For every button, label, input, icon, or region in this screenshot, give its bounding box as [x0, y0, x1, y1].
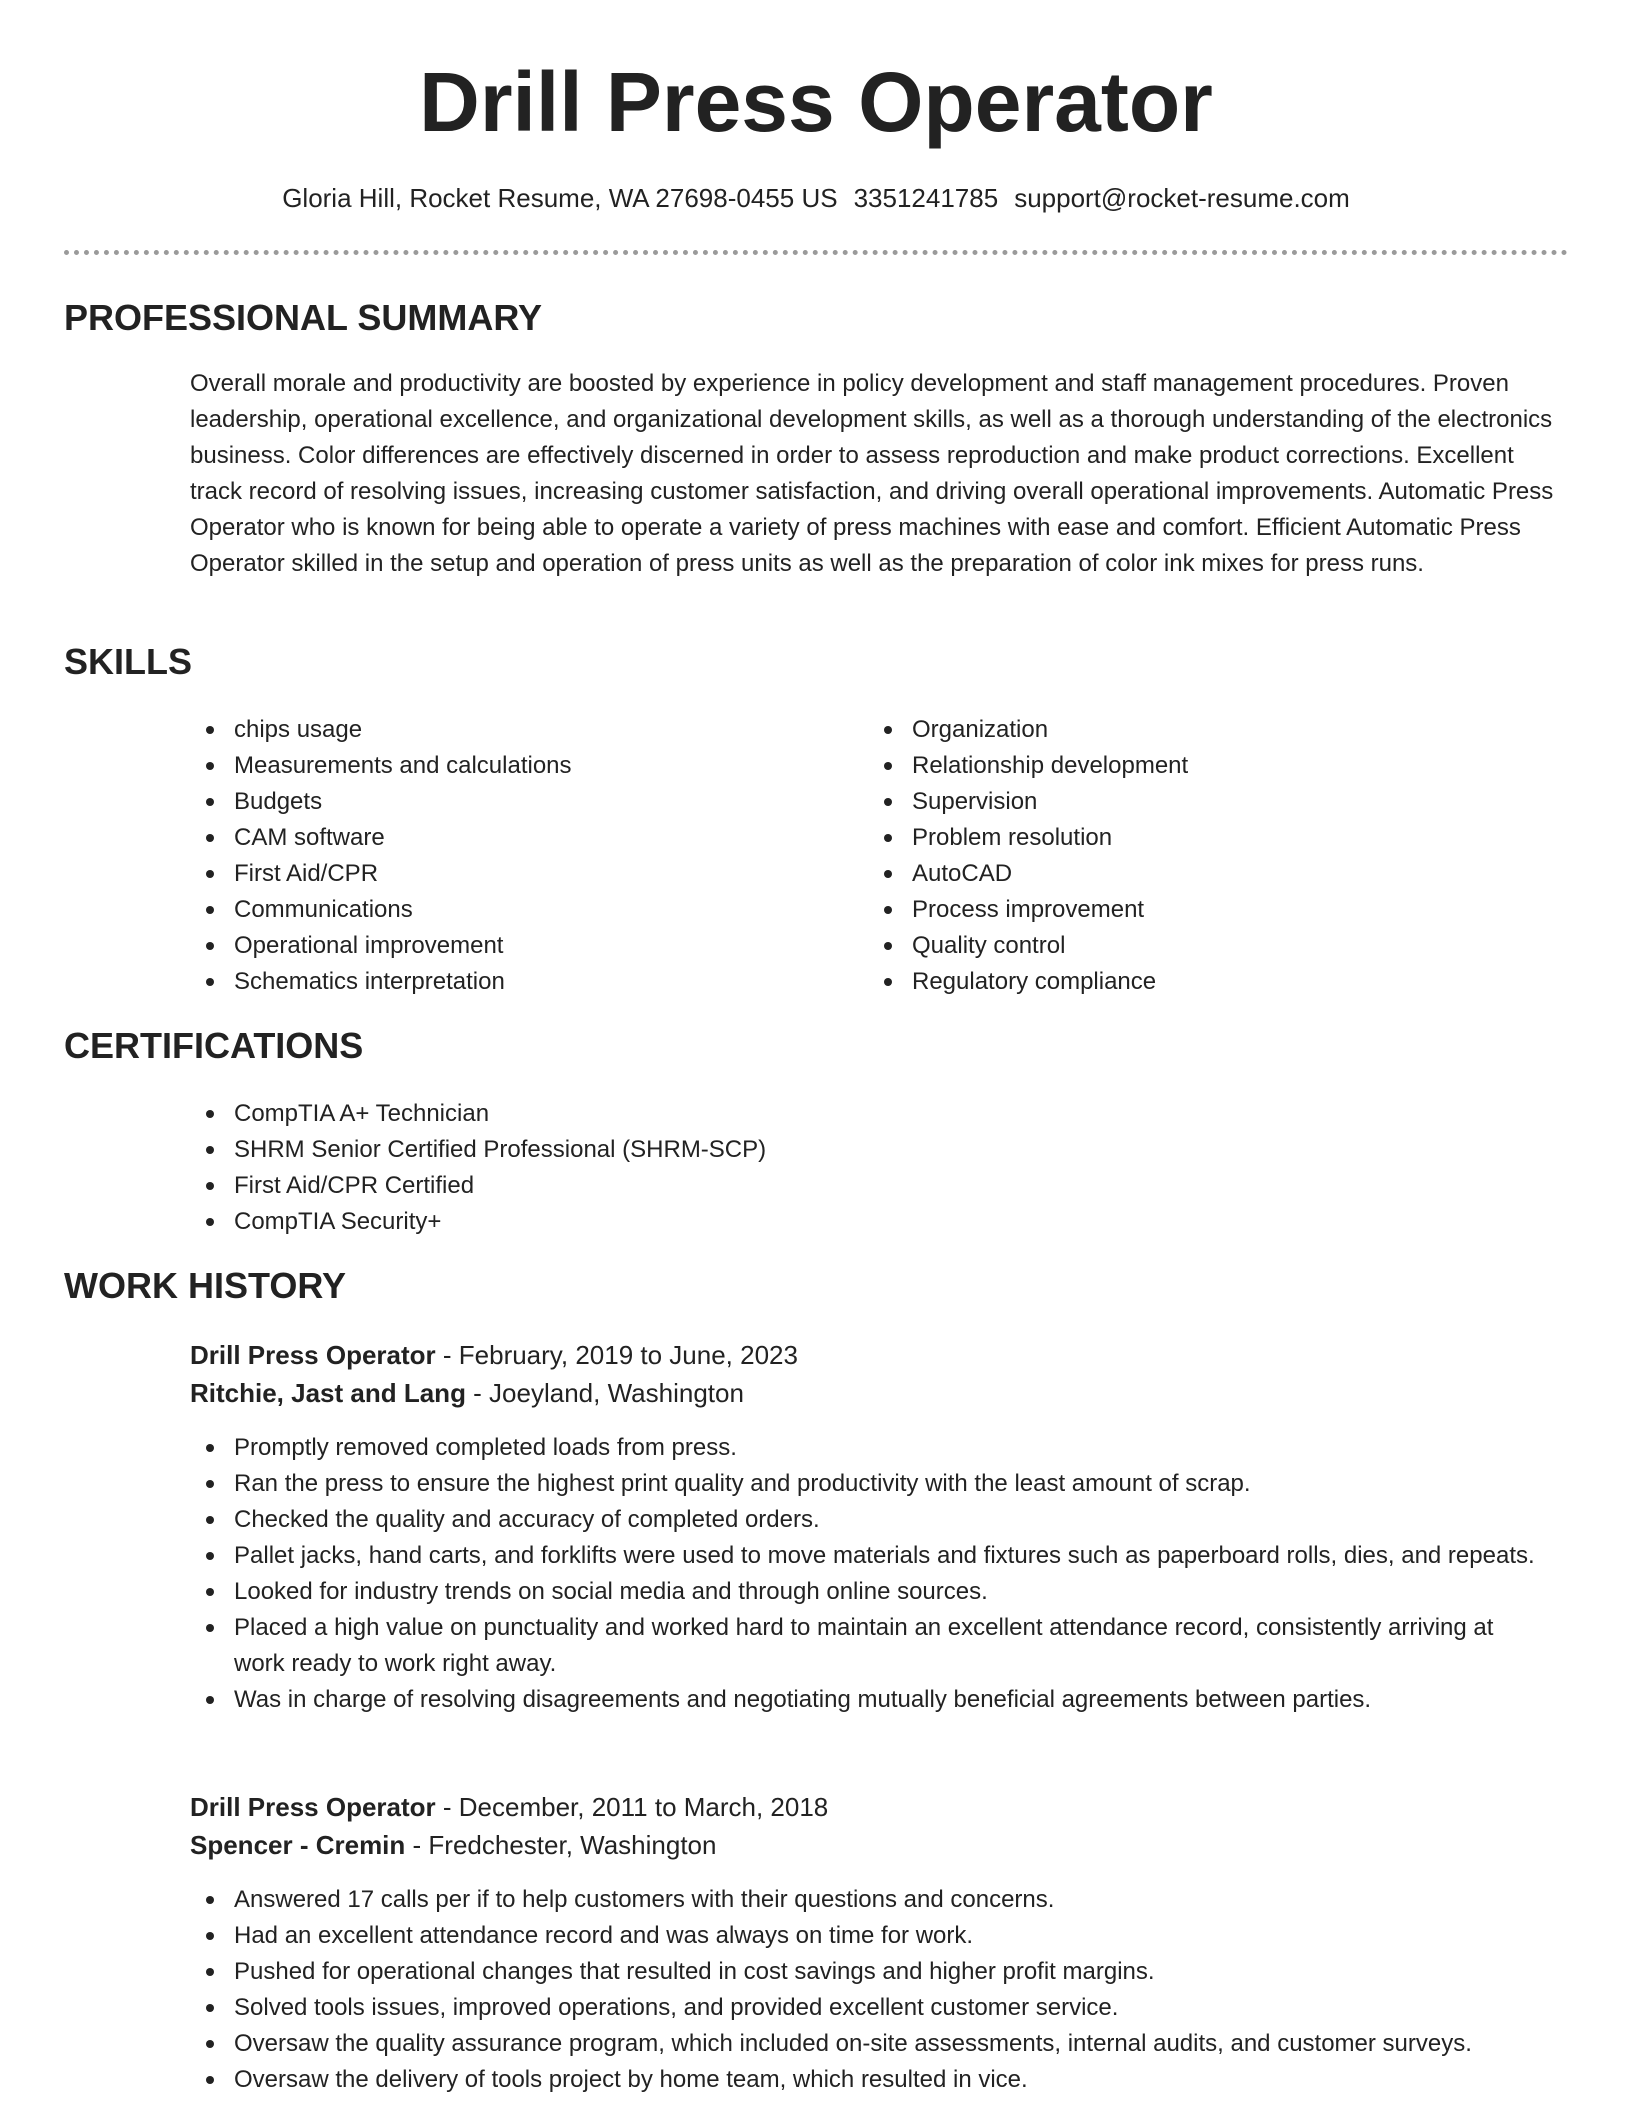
skill-item: Budgets	[190, 784, 830, 820]
skill-item: Quality control	[868, 928, 1528, 964]
job-bullet: Oversaw the delivery of tools project by home team, which resulted in vice.	[190, 2062, 1550, 2098]
skills-heading: SKILLS	[64, 641, 193, 682]
skill-item: Measurements and calculations	[190, 748, 830, 784]
job-title: Drill Press Operator	[190, 1792, 436, 1822]
header-divider	[64, 250, 1568, 255]
job-bullet: Oversaw the quality assurance program, which included on-site assessments, internal audits, and customer surveys.	[190, 2026, 1550, 2062]
skill-item: CAM software	[190, 820, 830, 856]
skills-list-right	[868, 712, 1528, 1000]
job-bullet: Checked the quality and accuracy of completed orders.	[190, 1502, 1550, 1538]
resume-title: Drill Press Operator	[419, 55, 1213, 149]
skill-item: AutoCAD	[868, 856, 1528, 892]
job-title: Drill Press Operator	[190, 1340, 436, 1370]
skill-item: chips usage	[190, 712, 830, 748]
skills-list-left	[190, 712, 830, 1000]
job-company: Ritchie, Jast and Lang	[190, 1378, 466, 1408]
certification-item: SHRM Senior Certified Professional (SHRM-SCP)	[190, 1132, 1530, 1168]
job-dates: - February, 2019 to June, 2023	[435, 1340, 798, 1370]
job-company: Spencer - Cremin	[190, 1830, 406, 1860]
job-title-line	[190, 1336, 798, 1374]
job-bullet: Placed a high value on punctuality and worked hard to maintain an excellent attendance record, consistently arriving at work ready to work right away.	[190, 1610, 1550, 1682]
contact-email: support@rocket-resume.com	[1014, 183, 1350, 213]
skill-item: Regulatory compliance	[868, 964, 1528, 1000]
skill-item: Supervision	[868, 784, 1528, 820]
skill-item: Problem resolution	[868, 820, 1528, 856]
job-company-line	[190, 1826, 716, 1864]
skill-item: Process improvement	[868, 892, 1528, 928]
skill-item: Organization	[868, 712, 1528, 748]
job-bullet: Pushed for operational changes that resulted in cost savings and higher profit margins.	[190, 1954, 1550, 1990]
job-bullet: Had an excellent attendance record and was always on time for work.	[190, 1918, 1550, 1954]
job-bullet: Ran the press to ensure the highest print quality and productivity with the least amount of scrap.	[190, 1466, 1550, 1502]
job-bullet: Was in charge of resolving disagreements and negotiating mutually beneficial agreements between parties.	[190, 1682, 1550, 1718]
job-bullet: Pallet jacks, hand carts, and forklifts were used to move materials and fixtures such as paperboard rolls, dies, and repeats.	[190, 1538, 1550, 1574]
summary-heading: PROFESSIONAL SUMMARY	[64, 297, 543, 338]
contact-info	[0, 180, 1632, 216]
job-bullet: Solved tools issues, improved operations, and provided excellent customer service.	[190, 1990, 1550, 2026]
certification-item: CompTIA Security+	[190, 1204, 1530, 1240]
certification-item: CompTIA A+ Technician	[190, 1096, 1530, 1132]
job-bullet: Answered 17 calls per if to help customers with their questions and concerns.	[190, 1882, 1550, 1918]
certification-item: First Aid/CPR Certified	[190, 1168, 1530, 1204]
job-location: - Fredchester, Washington	[405, 1830, 717, 1860]
certifications-list	[190, 1096, 1530, 1240]
job-bullets	[190, 1430, 1550, 1718]
skill-item: First Aid/CPR	[190, 856, 830, 892]
skill-item: Schematics interpretation	[190, 964, 830, 1000]
skill-item: Operational improvement	[190, 928, 830, 964]
job-location: - Joeyland, Washington	[465, 1378, 744, 1408]
skill-item: Relationship development	[868, 748, 1528, 784]
job-bullets	[190, 1882, 1550, 2098]
job-bullet: Promptly removed completed loads from press.	[190, 1430, 1550, 1466]
job-dates: - December, 2011 to March, 2018	[435, 1792, 829, 1822]
job-title-line	[190, 1788, 828, 1826]
job-bullet: Looked for industry trends on social media and through online sources.	[190, 1574, 1550, 1610]
certifications-heading: CERTIFICATIONS	[64, 1025, 364, 1066]
summary-text: Overall morale and productivity are boosted by experience in policy development and staff management procedures. Proven leadership, operational excellence, and organizational development skills, as well as a thorough understanding of the electronics business. Color differences are effectively discerned in order to assess reproduction and make product corrections. Excellent track record of resolving issues, increasing customer satisfaction, and driving overall operational improvements. Automatic Press Operator who is known for being able to operate a variety of press machines with ease and comfort. Efficient Automatic Press Operator skilled in the setup and operation of press units as well as the preparation of color ink mixes for press runs.	[190, 370, 1554, 577]
job-company-line	[190, 1374, 744, 1412]
work-history-heading: WORK HISTORY	[64, 1265, 347, 1306]
contact-phone: 3351241785	[853, 183, 999, 213]
skill-item: Communications	[190, 892, 830, 928]
contact-address: Gloria Hill, Rocket Resume, WA 27698-0455 US	[282, 183, 838, 213]
